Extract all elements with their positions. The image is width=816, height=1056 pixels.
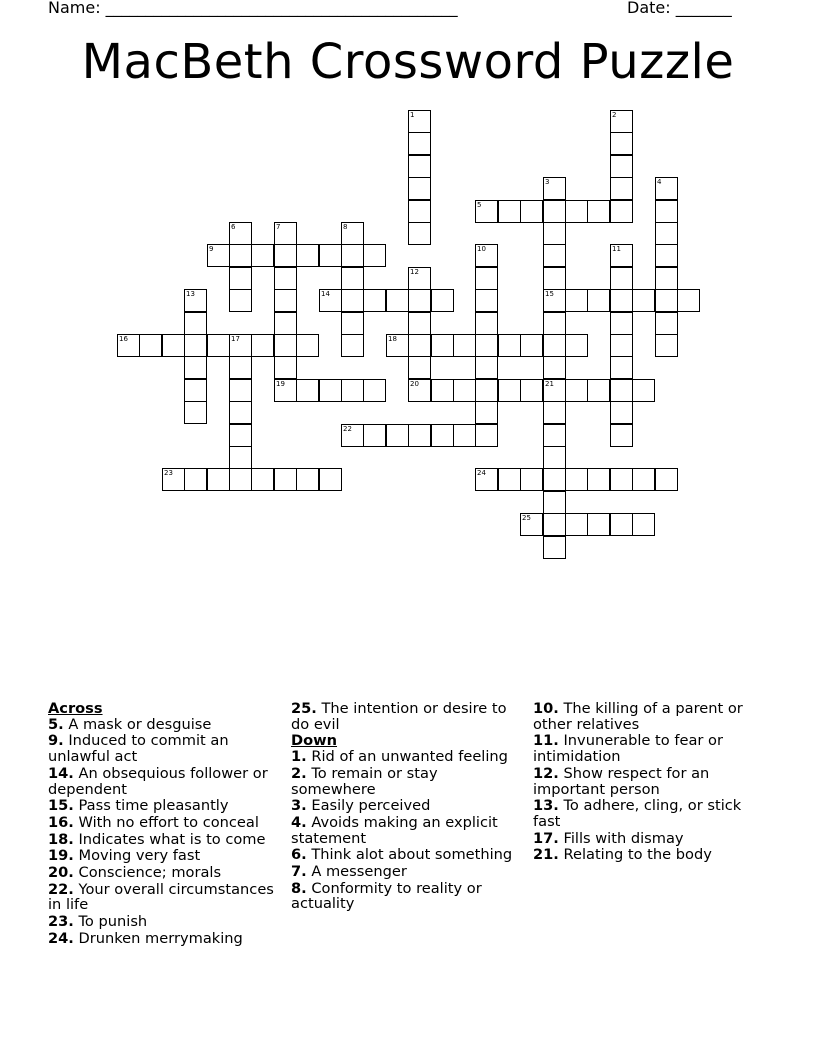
grid-cell[interactable]: [341, 222, 364, 245]
grid-cell[interactable]: [475, 424, 498, 447]
grid-cell[interactable]: [229, 401, 252, 424]
grid-cell[interactable]: [162, 468, 185, 491]
grid-cell[interactable]: [655, 222, 678, 245]
grid-cell[interactable]: [408, 312, 431, 335]
cell-number: 6: [231, 223, 236, 231]
clue-number: 25.: [291, 700, 317, 717]
grid-cell[interactable]: [610, 424, 633, 447]
grid-cell[interactable]: [363, 244, 386, 267]
clue-number: 7.: [291, 863, 307, 881]
clue-text: Moving very fast: [78, 847, 201, 865]
clue-text: Avoids making an explicit statement: [291, 813, 498, 847]
cell-number: 20: [410, 380, 419, 388]
grid-cell[interactable]: [498, 334, 521, 357]
clue-text: Drunken merrymaking: [78, 929, 243, 947]
grid-cell[interactable]: [251, 244, 274, 267]
grid-cell[interactable]: [498, 468, 521, 491]
cell-number: 10: [477, 245, 486, 253]
cell-number: 24: [477, 469, 486, 477]
grid-cell[interactable]: [229, 424, 252, 447]
grid-cell[interactable]: [543, 334, 566, 357]
grid-cell[interactable]: [610, 379, 633, 402]
grid-cell[interactable]: [587, 289, 610, 312]
grid-cell[interactable]: [408, 132, 431, 155]
grid-cell[interactable]: [565, 289, 588, 312]
grid-cell[interactable]: [296, 379, 319, 402]
grid-cell[interactable]: [610, 132, 633, 155]
clue-text: Invunerable to fear or intimidation: [533, 732, 723, 766]
grid-cell[interactable]: [408, 289, 431, 312]
clue-across: [48, 865, 276, 881]
grid-cell[interactable]: [475, 401, 498, 424]
clue-down: [533, 766, 761, 797]
grid-cell[interactable]: [207, 244, 230, 267]
clues-column-2: [291, 701, 519, 913]
clue-text: Indicates what is to come: [78, 830, 266, 848]
grid-cell[interactable]: [587, 513, 610, 536]
grid-cell[interactable]: [386, 334, 409, 357]
grid-cell[interactable]: [386, 424, 409, 447]
grid-cell[interactable]: [139, 334, 162, 357]
grid-cell[interactable]: [587, 468, 610, 491]
clues-column-3: [533, 701, 761, 864]
cell-number: 21: [545, 380, 554, 388]
clue-number: 15.: [48, 797, 74, 815]
grid-cell[interactable]: [543, 289, 566, 312]
grid-cell[interactable]: [184, 289, 207, 312]
clue-down: [291, 881, 519, 912]
clue-down: [291, 766, 519, 797]
name-field-label: Name: ____________________________________________: [48, 0, 458, 17]
clue-number: 13.: [533, 797, 559, 815]
grid-cell[interactable]: [251, 334, 274, 357]
grid-cell[interactable]: [408, 334, 431, 357]
grid-cell[interactable]: [319, 468, 342, 491]
grid-cell[interactable]: [543, 446, 566, 469]
grid-cell[interactable]: [319, 289, 342, 312]
grid-cell[interactable]: [341, 312, 364, 335]
clue-across: [48, 717, 276, 733]
grid-cell[interactable]: [475, 200, 498, 223]
clue-text: Relating to the body: [563, 846, 712, 864]
clue-down: [533, 798, 761, 829]
clue-across: [48, 733, 276, 764]
cell-number: 4: [657, 178, 662, 186]
grid-cell[interactable]: [610, 401, 633, 424]
grid-cell[interactable]: [229, 222, 252, 245]
grid-cell[interactable]: [632, 289, 655, 312]
grid-cell[interactable]: [408, 155, 431, 178]
grid-cell[interactable]: [543, 468, 566, 491]
clue-text: With no effort to conceal: [78, 813, 259, 831]
grid-cell[interactable]: [610, 356, 633, 379]
grid-cell[interactable]: [296, 334, 319, 357]
clue-number: 9.: [48, 732, 64, 750]
grid-cell[interactable]: [296, 244, 319, 267]
clue-down: [291, 749, 519, 765]
grid-cell[interactable]: [274, 267, 297, 290]
clue-down: [291, 847, 519, 863]
grid-cell[interactable]: [341, 267, 364, 290]
grid-cell[interactable]: [229, 446, 252, 469]
grid-cell[interactable]: [543, 491, 566, 514]
clue-number: 24.: [48, 929, 74, 947]
grid-cell[interactable]: [117, 334, 140, 357]
clue-down: [533, 847, 761, 863]
grid-cell[interactable]: [453, 334, 476, 357]
grid-cell[interactable]: [587, 379, 610, 402]
grid-cell[interactable]: [610, 289, 633, 312]
grid-cell[interactable]: [229, 267, 252, 290]
clue-text: To remain or stay somewhere: [291, 764, 438, 798]
grid-cell[interactable]: [184, 334, 207, 357]
grid-cell[interactable]: [610, 200, 633, 223]
clue-number: 1.: [291, 748, 307, 766]
cell-number: 17: [231, 335, 240, 343]
clue-down: [533, 701, 761, 732]
grid-cell[interactable]: [229, 356, 252, 379]
grid-cell[interactable]: [274, 222, 297, 245]
grid-cell[interactable]: [274, 334, 297, 357]
page-title: MacBeth Crossword Puzzle: [81, 34, 735, 90]
grid-cell[interactable]: [296, 468, 319, 491]
grid-cell[interactable]: [520, 334, 543, 357]
grid-cell[interactable]: [431, 334, 454, 357]
cell-number: 5: [477, 201, 482, 209]
clue-text: Induced to commit an unlawful act: [48, 732, 229, 766]
cell-number: 1: [410, 111, 415, 119]
grid-cell[interactable]: [408, 267, 431, 290]
grid-cell[interactable]: [184, 379, 207, 402]
grid-cell[interactable]: [565, 468, 588, 491]
grid-cell[interactable]: [475, 312, 498, 335]
cell-number: 8: [343, 223, 348, 231]
cell-number: 3: [545, 178, 550, 186]
grid-cell[interactable]: [274, 244, 297, 267]
grid-cell[interactable]: [475, 289, 498, 312]
grid-cell[interactable]: [655, 312, 678, 335]
clue-down: [291, 798, 519, 814]
grid-cell[interactable]: [655, 468, 678, 491]
grid-cell[interactable]: [475, 468, 498, 491]
grid-cell[interactable]: [341, 334, 364, 357]
clue-down: [533, 733, 761, 764]
clue-down: [291, 815, 519, 846]
grid-cell[interactable]: [498, 200, 521, 223]
grid-cell[interactable]: [610, 155, 633, 178]
clue-across: [48, 832, 276, 848]
clue-number: 6.: [291, 846, 307, 864]
grid-cell[interactable]: [475, 334, 498, 357]
grid-cell[interactable]: [632, 379, 655, 402]
clue-across: [48, 848, 276, 864]
grid-cell[interactable]: [341, 379, 364, 402]
grid-cell[interactable]: [543, 222, 566, 245]
grid-cell[interactable]: [610, 513, 633, 536]
grid-cell[interactable]: [207, 468, 230, 491]
grid-cell[interactable]: [274, 468, 297, 491]
cell-number: 23: [164, 469, 173, 477]
grid-cell[interactable]: [543, 401, 566, 424]
grid-cell[interactable]: [431, 289, 454, 312]
grid-cell[interactable]: [520, 468, 543, 491]
grid-cell[interactable]: [184, 312, 207, 335]
grid-cell[interactable]: [610, 267, 633, 290]
grid-cell[interactable]: [408, 424, 431, 447]
grid-cell[interactable]: [565, 200, 588, 223]
grid-cell[interactable]: [229, 379, 252, 402]
grid-cell[interactable]: [341, 244, 364, 267]
grid-cell[interactable]: [408, 356, 431, 379]
grid-cell[interactable]: [363, 289, 386, 312]
grid-cell[interactable]: [274, 289, 297, 312]
clue-text: Fills with dismay: [563, 829, 684, 847]
cell-number: 7: [276, 223, 281, 231]
grid-cell[interactable]: [610, 110, 633, 133]
across-heading: Across: [48, 700, 103, 717]
cell-number: 25: [522, 514, 531, 522]
clue-text: Think alot about something: [311, 846, 513, 864]
grid-cell[interactable]: [565, 379, 588, 402]
grid-cell[interactable]: [543, 200, 566, 223]
grid-cell[interactable]: [341, 289, 364, 312]
grid-cell[interactable]: [184, 468, 207, 491]
clue-number: 20.: [48, 864, 74, 882]
cell-number: 19: [276, 380, 285, 388]
clue-number: 10.: [533, 700, 559, 717]
clue-text: Rid of an unwanted feeling: [311, 748, 508, 766]
grid-cell[interactable]: [341, 424, 364, 447]
grid-cell[interactable]: [543, 356, 566, 379]
clue-across: [291, 701, 519, 732]
clue-number: 21.: [533, 846, 559, 864]
clue-text: To punish: [78, 913, 148, 931]
grid-cell[interactable]: [229, 244, 252, 267]
cell-number: 9: [209, 245, 214, 253]
grid-cell[interactable]: [431, 424, 454, 447]
grid-cell[interactable]: [520, 200, 543, 223]
grid-cell[interactable]: [543, 244, 566, 267]
cell-number: 2: [612, 111, 617, 119]
cell-number: 15: [545, 290, 554, 298]
clue-number: 16.: [48, 813, 74, 831]
grid-cell[interactable]: [363, 424, 386, 447]
grid-cell[interactable]: [386, 289, 409, 312]
grid-cell[interactable]: [543, 536, 566, 559]
grid-cell[interactable]: [453, 379, 476, 402]
grid-cell[interactable]: [543, 424, 566, 447]
clue-across: [48, 931, 276, 947]
clue-text: Easily perceived: [311, 797, 431, 815]
date-field-label: Date: _______: [627, 0, 732, 17]
clue-number: 4.: [291, 813, 307, 831]
clue-text: A messenger: [311, 863, 407, 881]
grid-cell[interactable]: [565, 513, 588, 536]
grid-cell[interactable]: [475, 379, 498, 402]
grid-cell[interactable]: [274, 379, 297, 402]
clue-across: [48, 914, 276, 930]
clue-number: 8.: [291, 879, 307, 897]
grid-cell[interactable]: [543, 312, 566, 335]
clue-number: 11.: [533, 732, 559, 750]
cell-number: 12: [410, 268, 419, 276]
grid-cell[interactable]: [610, 244, 633, 267]
grid-cell[interactable]: [498, 379, 521, 402]
grid-cell[interactable]: [184, 401, 207, 424]
grid-cell[interactable]: [408, 200, 431, 223]
clue-number: 14.: [48, 764, 74, 782]
grid-cell[interactable]: [543, 267, 566, 290]
grid-cell[interactable]: [274, 312, 297, 335]
clue-number: 18.: [48, 830, 74, 848]
grid-cell[interactable]: [565, 334, 588, 357]
grid-cell[interactable]: [543, 513, 566, 536]
clue-down: [533, 831, 761, 847]
clue-down: [291, 864, 519, 880]
grid-cell[interactable]: [655, 289, 678, 312]
clue-number: 3.: [291, 797, 307, 815]
cell-number: 11: [612, 245, 621, 253]
clue-text: The intention or desire to do evil: [291, 700, 507, 733]
clue-text: Conscience; morals: [78, 864, 222, 882]
clue-across: [48, 882, 276, 913]
grid-cell[interactable]: [162, 334, 185, 357]
clue-number: 17.: [533, 829, 559, 847]
grid-cell[interactable]: [408, 379, 431, 402]
grid-cell[interactable]: [229, 334, 252, 357]
grid-cell[interactable]: [207, 334, 230, 357]
grid-cell[interactable]: [229, 289, 252, 312]
grid-cell[interactable]: [655, 177, 678, 200]
clue-number: 5.: [48, 715, 64, 733]
clue-text: The killing of a parent or other relatives: [533, 700, 743, 733]
grid-cell[interactable]: [610, 468, 633, 491]
grid-cell[interactable]: [632, 513, 655, 536]
clue-number: 2.: [291, 764, 307, 782]
grid-cell[interactable]: [229, 468, 252, 491]
grid-cell[interactable]: [251, 468, 274, 491]
grid-cell[interactable]: [475, 267, 498, 290]
clue-text: Your overall circumstances in life: [48, 880, 274, 914]
grid-cell[interactable]: [655, 334, 678, 357]
cell-number: 14: [321, 290, 330, 298]
grid-cell[interactable]: [543, 379, 566, 402]
grid-cell[interactable]: [431, 379, 454, 402]
clue-text: A mask or desguise: [68, 715, 212, 733]
grid-cell[interactable]: [610, 312, 633, 335]
cell-number: 13: [186, 290, 195, 298]
grid-cell[interactable]: [520, 513, 543, 536]
clue-across: [48, 798, 276, 814]
grid-cell[interactable]: [319, 244, 342, 267]
clue-text: An obsequious follower or dependent: [48, 764, 268, 798]
grid-cell[interactable]: [453, 424, 476, 447]
grid-cell[interactable]: [274, 356, 297, 379]
grid-cell[interactable]: [655, 200, 678, 223]
grid-cell[interactable]: [408, 222, 431, 245]
grid-cell[interactable]: [408, 110, 431, 133]
clue-text: Conformity to reality or actuality: [291, 879, 482, 913]
clue-text: Pass time pleasantly: [78, 797, 229, 815]
grid-cell[interactable]: [610, 334, 633, 357]
grid-cell[interactable]: [655, 244, 678, 267]
grid-cell[interactable]: [475, 244, 498, 267]
grid-cell[interactable]: [319, 379, 342, 402]
grid-cell[interactable]: [363, 379, 386, 402]
down-heading: Down: [291, 732, 338, 750]
grid-cell[interactable]: [408, 177, 431, 200]
cell-number: 22: [343, 425, 352, 433]
grid-cell[interactable]: [184, 356, 207, 379]
clue-across: [48, 815, 276, 831]
clue-text: To adhere, cling, or stick fast: [533, 797, 742, 830]
cell-number: 18: [388, 335, 397, 343]
grid-cell[interactable]: [677, 289, 700, 312]
cell-number: 16: [119, 335, 128, 343]
grid-cell[interactable]: [475, 356, 498, 379]
grid-cell[interactable]: [543, 177, 566, 200]
clues-column-1: [48, 701, 276, 948]
clue-number: 19.: [48, 847, 74, 865]
grid-cell[interactable]: [632, 468, 655, 491]
clue-number: 12.: [533, 764, 559, 782]
clue-number: 23.: [48, 913, 74, 931]
clue-text: Show respect for an important person: [533, 764, 710, 798]
grid-cell[interactable]: [587, 200, 610, 223]
grid-cell[interactable]: [610, 177, 633, 200]
grid-cell[interactable]: [655, 267, 678, 290]
clue-across: [48, 766, 276, 797]
clue-number: 22.: [48, 880, 74, 898]
grid-cell[interactable]: [520, 379, 543, 402]
